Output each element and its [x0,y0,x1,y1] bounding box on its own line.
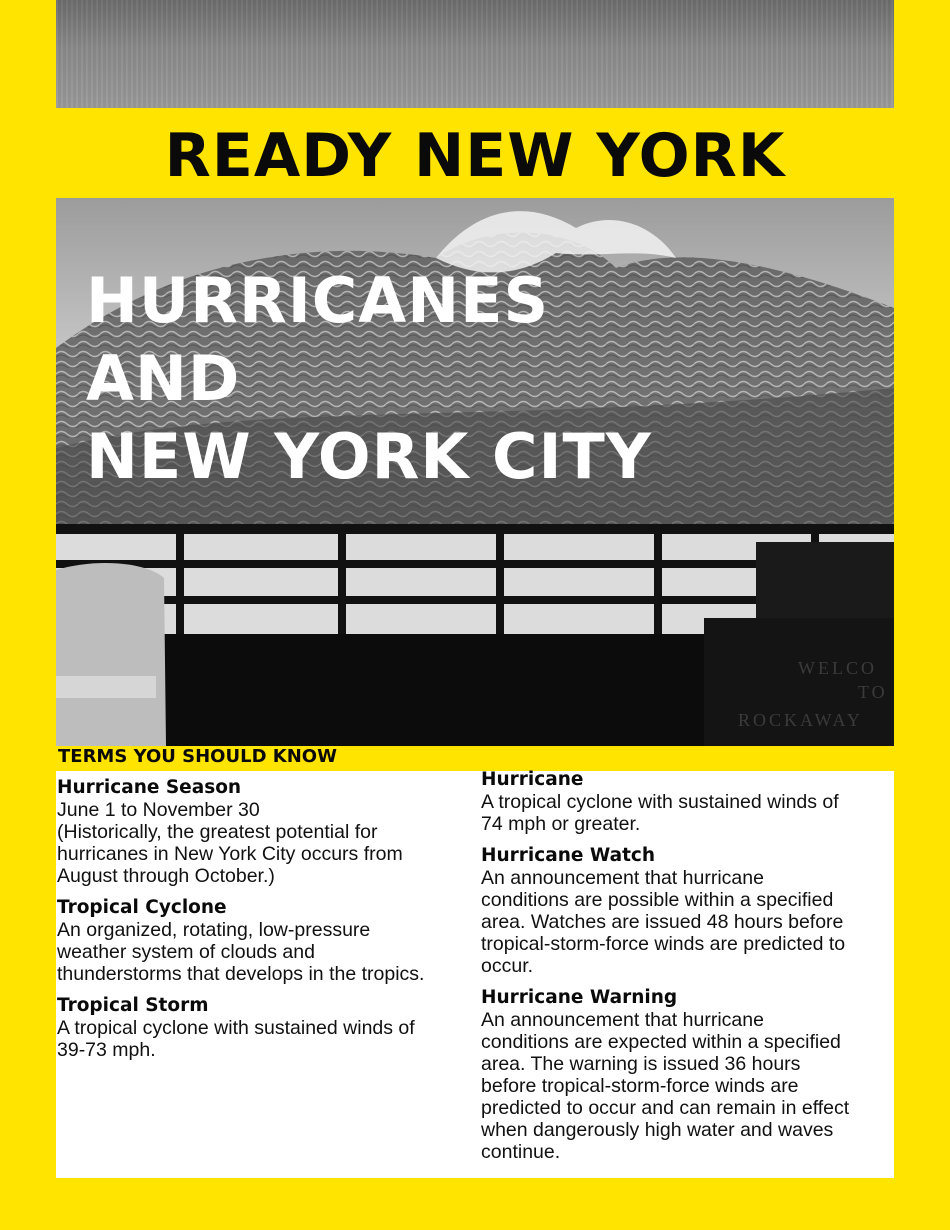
term-line: conditions are expected within a specified [481,1031,841,1053]
terms-heading: TERMS YOU SHOULD KNOW [58,746,337,767]
hero-title-line-2: AND [86,342,241,415]
term-title: Tropical Cyclone [57,897,227,918]
term-title: Hurricane Season [57,777,242,798]
term-title: Tropical Storm [57,995,209,1016]
term-line: continue. [481,1141,561,1163]
term-line: (Historically, the greatest potential for [57,821,378,843]
term-line: An announcement that hurricane [481,1009,764,1031]
term-line: before tropical-storm-force winds are [481,1075,799,1097]
term-line: hurricanes in New York City occurs from [57,843,403,865]
term-line: 39-73 mph. [57,1039,156,1061]
terms-column-right [481,769,893,1173]
terms-column-left [57,777,477,1071]
top-photo-strip [56,0,894,108]
hero-title-line-1: HURRICANES [86,264,550,337]
term-tropical-cyclone [57,897,477,985]
term-title: Hurricane Warning [481,987,678,1008]
sign-line-1: WELCO [798,658,877,678]
term-line: when dangerously high water and waves [481,1119,834,1141]
hero-title [86,262,652,496]
sign-line-3: ROCKAWAY [738,710,863,730]
terms-panel [56,771,894,1178]
term-line: June 1 to November 30 [57,799,260,821]
term-line: area. Watches are issued 48 hours before [481,911,844,933]
term-line: thunderstorms that develops in the tropics. [57,963,425,985]
term-line: occur. [481,955,534,977]
term-tropical-storm [57,995,477,1061]
term-line: August through October.) [57,865,275,887]
term-line: weather system of clouds and [57,941,315,963]
term-hurricane-watch [481,845,893,977]
term-line: 74 mph or greater. [481,813,641,835]
term-line: An announcement that hurricane [481,867,764,889]
term-hurricane-warning [481,987,893,1163]
term-hurricane-season [57,777,477,887]
hero-title-line-3: NEW YORK CITY [86,420,652,493]
term-line: area. The warning is issued 36 hours [481,1053,801,1075]
term-line: A tropical cyclone with sustained winds of [481,791,839,813]
hero-image [56,198,894,746]
term-line: conditions are possible within a specified [481,889,834,911]
term-line: A tropical cyclone with sustained winds of [57,1017,415,1039]
term-line: tropical-storm-force winds are predicted to [481,933,846,955]
term-hurricane [481,769,893,835]
term-title: Hurricane [481,769,584,790]
sign-line-2: TO [858,682,888,702]
term-line: An organized, rotating, low-pressure [57,919,371,941]
term-title: Hurricane Watch [481,845,656,866]
page-title: READY NEW YORK [164,121,786,191]
term-line: predicted to occur and can remain in effect [481,1097,850,1119]
